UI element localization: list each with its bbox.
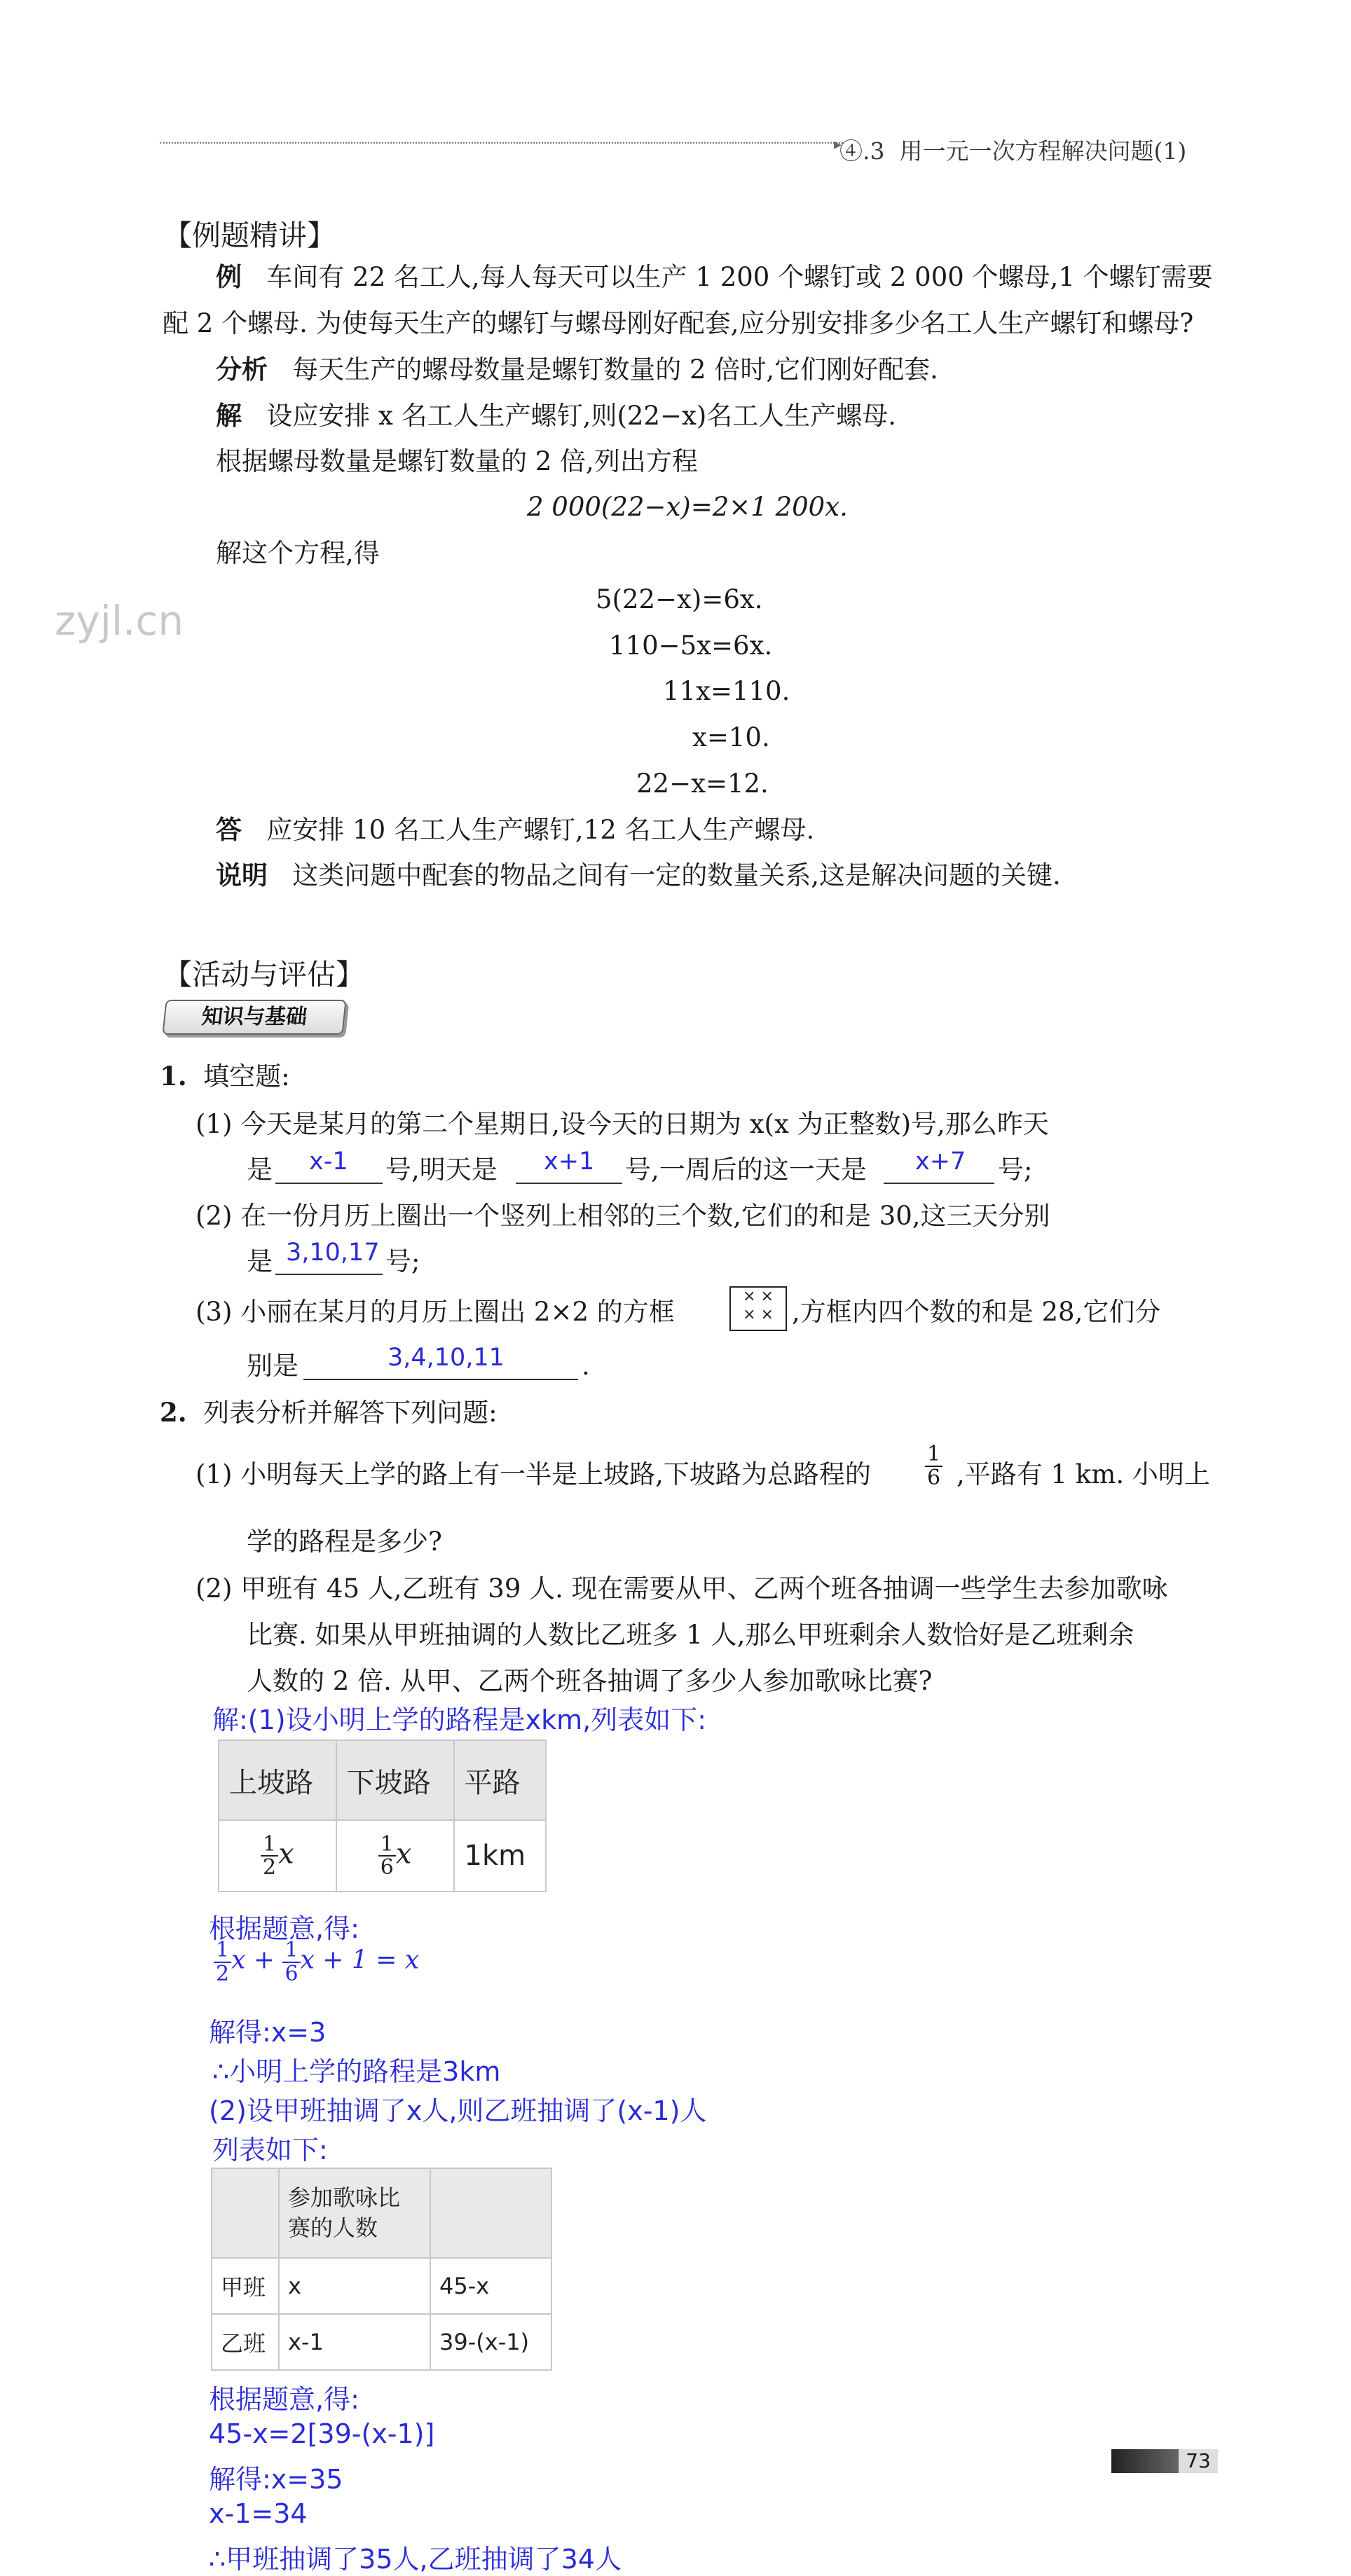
equation-1	[214, 1939, 419, 1985]
analysis-text: 每天生产的螺母数量是螺钉数量的 2 倍时,它们刚好配套.	[292, 354, 938, 385]
table-header-cell: 参加歌咏比赛的人数	[279, 2168, 430, 2258]
table-cell: 45-x	[430, 2258, 551, 2314]
table-cell	[219, 1820, 336, 1892]
q1-p1-line1: (1) 今天是某月的第二个星期日,设今天的日期为 x(x 为正整数)号,那么昨天	[196, 1109, 1049, 1139]
fraction	[925, 1443, 942, 1489]
answer-blank	[884, 1183, 994, 1184]
eq-part: x +	[231, 1945, 275, 1975]
watermark: zyjl.cn	[55, 597, 184, 645]
solve-step: 110−5x=6x.	[609, 631, 773, 661]
numerator: 1	[261, 1833, 278, 1857]
numerator: 1	[925, 1443, 942, 1467]
basis-1: 根据题意,得:	[209, 1913, 359, 1944]
numerator: 1	[214, 1939, 231, 1963]
table-header-cell: 平路	[454, 1740, 547, 1820]
grid-row: × ×	[743, 1288, 774, 1305]
main-equation: 2 000(22−x)=2×1 200x.	[527, 492, 848, 522]
table-header-cell	[430, 2168, 551, 2258]
grid-row: × ×	[743, 1306, 774, 1323]
table-cell	[336, 1820, 454, 1892]
q1-p3-a: 别是	[247, 1351, 299, 1381]
q2-p1-line2: 学的路程是多少?	[247, 1527, 442, 1557]
solution-text-1: 设应安排 x 名工人生产螺钉,则(22−x)名工人生产螺母.	[266, 401, 897, 431]
table-cell: 乙班	[212, 2314, 279, 2370]
part2-intro: (2)设甲班抽调了x人,则乙班抽调了(x-1)人	[209, 2095, 707, 2126]
blank-answer: 3,4,10,11	[388, 1344, 505, 1372]
solve-3: x-1=34	[209, 2498, 308, 2529]
answer-blank	[303, 1379, 578, 1380]
answer-text: 应安排 10 名工人生产螺钉,12 名工人生产螺母.	[266, 815, 815, 845]
answer-label: 答	[216, 814, 242, 845]
header-rule	[160, 142, 843, 144]
solve-step: x=10.	[692, 722, 770, 752]
q1-title-text: 填空题:	[203, 1061, 290, 1091]
denominator: 6	[284, 1961, 299, 1986]
q2-fraction	[925, 1443, 942, 1489]
solution-line-1	[216, 400, 897, 431]
q1-p2-a: 是	[247, 1246, 273, 1276]
equation-2: 45-x=2[39-(x-1)]	[209, 2418, 435, 2449]
q2-title	[160, 1397, 498, 1428]
answer-blank	[275, 1183, 383, 1184]
blank-answer: x+1	[544, 1148, 595, 1176]
list-intro: 列表如下:	[212, 2135, 328, 2165]
conclusion-2: ∴甲班抽调了35人,乙班抽调了34人	[209, 2544, 622, 2575]
header-title: 用一元一次方程解决问题(1)	[899, 137, 1187, 165]
solve-intro: 解这个方程,得	[216, 538, 380, 568]
answer-blank	[516, 1183, 622, 1184]
q2-number: 2.	[160, 1397, 187, 1428]
header-section: ④.3	[839, 137, 885, 165]
example-problem-1	[216, 261, 1213, 292]
answer-blank	[275, 1274, 383, 1275]
denominator: 6	[927, 1465, 941, 1490]
example-problem-2: 配 2 个螺母. 为使每天生产的螺钉与螺母刚好配套,应分别安排多少名工人生产螺钉和螺母?	[163, 308, 1194, 338]
numerator: 1	[282, 1939, 300, 1963]
q2-p2-line3: 人数的 2 倍. 从甲、乙两个班各抽调了多少人参加歌咏比赛?	[247, 1666, 933, 1696]
solution-label: 解	[216, 400, 242, 431]
solve-1: 解得:x=3	[209, 2017, 327, 2048]
solution-line-2: 根据螺母数量是螺钉数量的 2 倍,列出方程	[216, 446, 698, 476]
fraction	[282, 1939, 300, 1985]
basis-2: 根据题意,得:	[209, 2384, 359, 2415]
denominator: 6	[380, 1855, 394, 1880]
solve-2: 解得:x=35	[209, 2464, 343, 2495]
q1-p1-d: 号;	[998, 1155, 1033, 1185]
answer-line	[216, 814, 815, 845]
note-line	[216, 862, 1061, 888]
analysis-line	[216, 354, 938, 385]
q2-title-text: 列表分析并解答下列问题:	[203, 1398, 498, 1428]
table-row	[212, 2314, 551, 2370]
conclusion-1: ∴小明上学的路程是3km	[212, 2056, 501, 2087]
note-label: 说明	[216, 860, 268, 890]
q1-p3-line1b: ,方框内四个数的和是 28,它们分	[792, 1297, 1161, 1327]
table-row	[212, 2258, 551, 2314]
page-number-badge	[1111, 2449, 1179, 2473]
blank-answer: 3,10,17	[286, 1239, 380, 1267]
solve-step: 22−x=12.	[636, 769, 769, 799]
solution-intro: 解:(1)设小明上学的路程是xkm,列表如下:	[212, 1704, 707, 1735]
fraction	[261, 1833, 278, 1879]
section-badge: 知识与基础	[162, 1000, 346, 1035]
activity-heading: 【活动与评估】	[163, 958, 364, 991]
distance-table	[218, 1740, 547, 1892]
q2-p1-line1a: (1) 小明每天上学的路上有一半是上坡路,下坡路为总路程的	[196, 1459, 871, 1489]
q1-p3-b: .	[582, 1351, 590, 1381]
example-text-1: 车间有 22 名工人,每人每天可以生产 1 200 个螺钉或 2 000 个螺母,1 个螺钉需要	[266, 262, 1213, 292]
solve-step: 5(22−x)=6x.	[596, 584, 763, 614]
q1-p3-line1a: (3) 小丽在某月的月历上圈出 2×2 的方框	[196, 1297, 675, 1327]
note-text: 这类问题中配套的物品之间有一定的数量关系,这是解决问题的关键.	[292, 860, 1061, 890]
variable: x	[278, 1838, 294, 1870]
page-number: 73	[1179, 2449, 1218, 2473]
denominator: 2	[263, 1855, 277, 1880]
q1-p1-a: 是	[247, 1155, 273, 1185]
calendar-grid-icon	[729, 1286, 787, 1331]
table-header-cell	[212, 2168, 279, 2258]
class-table	[211, 2168, 552, 2371]
q1-p1-b: 号,明天是	[385, 1155, 498, 1185]
fraction	[214, 1939, 231, 1985]
blank-answer: x+7	[915, 1148, 966, 1176]
table-cell: x	[279, 2258, 430, 2314]
fraction	[378, 1833, 396, 1879]
q1-p2-b: 号;	[385, 1246, 420, 1276]
q1-p2-line1: (2) 在一份月历上圈出一个竖列上相邻的三个数,它们的和是 30,这三天分别	[196, 1201, 1050, 1231]
q2-p2-line2: 比赛. 如果从甲班抽调的人数比乙班多 1 人,那么甲班剩余人数恰好是乙班剩余	[247, 1620, 1134, 1650]
table-header-cell: 下坡路	[336, 1740, 454, 1820]
analysis-label: 分析	[216, 354, 268, 385]
table-cell: 1km	[454, 1820, 547, 1892]
denominator: 2	[216, 1961, 230, 1986]
table-row	[219, 1820, 546, 1892]
table-cell: x-1	[279, 2314, 430, 2370]
variable: x	[395, 1838, 412, 1870]
example-label: 例	[216, 261, 242, 292]
blank-answer: x-1	[309, 1148, 348, 1176]
arrow-icon: ▸	[834, 136, 842, 153]
eq-part: x + 1 = x	[300, 1945, 420, 1975]
table-cell: 39-(x-1)	[430, 2314, 551, 2370]
q2-p1-line1b: ,平路有 1 km. 小明上	[956, 1459, 1210, 1489]
table-header-row	[219, 1740, 546, 1820]
solve-step: 11x=110.	[663, 676, 790, 706]
q1-number: 1.	[160, 1061, 187, 1091]
page-header	[839, 133, 1186, 166]
table-header-cell: 上坡路	[219, 1740, 336, 1820]
table-header-row	[212, 2168, 551, 2258]
q1-title	[160, 1063, 290, 1089]
example-heading: 【例题精讲】	[163, 219, 336, 252]
table-cell: 甲班	[212, 2258, 279, 2314]
numerator: 1	[378, 1833, 396, 1857]
q1-p1-c: 号,一周后的这一天是	[625, 1155, 867, 1185]
q2-p2-line1: (2) 甲班有 45 人,乙班有 39 人. 现在需要从甲、乙两个班各抽调一些学生去参加歌咏	[196, 1573, 1168, 1604]
